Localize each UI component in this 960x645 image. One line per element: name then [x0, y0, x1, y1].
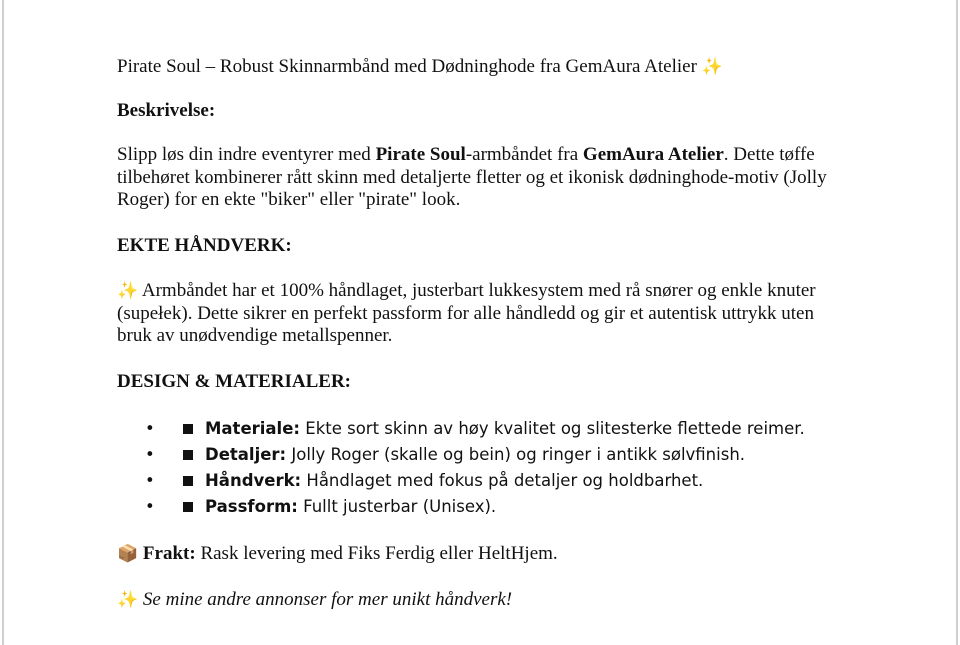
- spec-label: Passform:: [205, 497, 298, 516]
- craft-heading: EKTE HÅNDVERK:: [117, 234, 292, 256]
- black-square-icon: [183, 502, 193, 512]
- description-text-2: -armbåndet fra: [465, 144, 583, 165]
- list-item: [117, 442, 847, 468]
- footer-line: [117, 589, 847, 612]
- page-border-right: [956, 0, 958, 645]
- bullet-dot-icon: •: [145, 497, 155, 516]
- spec-text: Håndlaget med fokus på detaljer og holdbarhet.: [306, 471, 704, 490]
- spec-label: Detaljer:: [205, 445, 287, 464]
- description-paragraph: [117, 144, 847, 212]
- footer-text: Se mine andre annonser for mer unikt håndverk!: [142, 588, 513, 610]
- package-icon: 📦: [117, 544, 139, 564]
- spec-text: Jolly Roger (skalle og bein) og ringer i antikk sølvfinish.: [291, 445, 746, 464]
- brand-name: GemAura Atelier: [582, 144, 724, 165]
- list-item: [117, 468, 847, 494]
- bullet-dot-icon: •: [145, 471, 155, 490]
- bullet-dot-icon: •: [145, 419, 155, 438]
- description-text-1: Slipp løs din indre eventyrer med: [117, 144, 376, 165]
- shipping-text: Rask levering med Fiks Ferdig eller HeltHjem.: [200, 543, 558, 564]
- shipping-label: Frakt:: [142, 543, 196, 564]
- craft-text: Armbåndet har et 100% håndlaget, justerbart lukkesystem med rå snører og enkle knuter (supełek). Dette sikrer en perfekt passform for alle håndledd og gir et autentisk uttrykk uten bruk av unødvendige metallspenner.: [117, 280, 816, 346]
- page-border-left: [2, 0, 4, 645]
- craft-paragraph: [117, 280, 847, 348]
- sparkles-icon: ✨: [117, 589, 139, 610]
- sparkles-icon: ✨: [117, 281, 139, 301]
- spec-text: Ekte sort skinn av høy kvalitet og slitesterke flettede reimer.: [305, 419, 805, 438]
- document-body: [117, 56, 847, 611]
- black-square-icon: [183, 450, 193, 460]
- spec-label: Materiale:: [205, 419, 301, 438]
- list-item: [117, 416, 847, 442]
- description-text-3: . Dette tøffe tilbehøret kombinerer rått skinn med detaljerte fletter og et ikonisk dødninghode-motiv (Jolly Roger) for en ekte "biker" eller "pirate" look.: [117, 144, 827, 210]
- black-square-icon: [183, 424, 193, 434]
- design-heading: DESIGN & MATERIALER:: [117, 370, 352, 392]
- description-heading: Beskrivelse:: [117, 99, 216, 121]
- list-item: [117, 494, 847, 520]
- bullet-dot-icon: •: [145, 445, 155, 464]
- spec-label: Håndverk:: [205, 471, 302, 490]
- title-text: Pirate Soul – Robust Skinnarmbånd med Dødninghode fra GemAura Atelier: [117, 56, 697, 77]
- document-title: [117, 56, 847, 79]
- product-name: Pirate Soul: [375, 144, 466, 165]
- spec-list: [117, 416, 847, 520]
- sparkles-icon: ✨: [701, 57, 723, 77]
- black-square-icon: [183, 476, 193, 486]
- spec-text: Fullt justerbar (Unisex).: [303, 497, 497, 516]
- shipping-line: [117, 543, 847, 566]
